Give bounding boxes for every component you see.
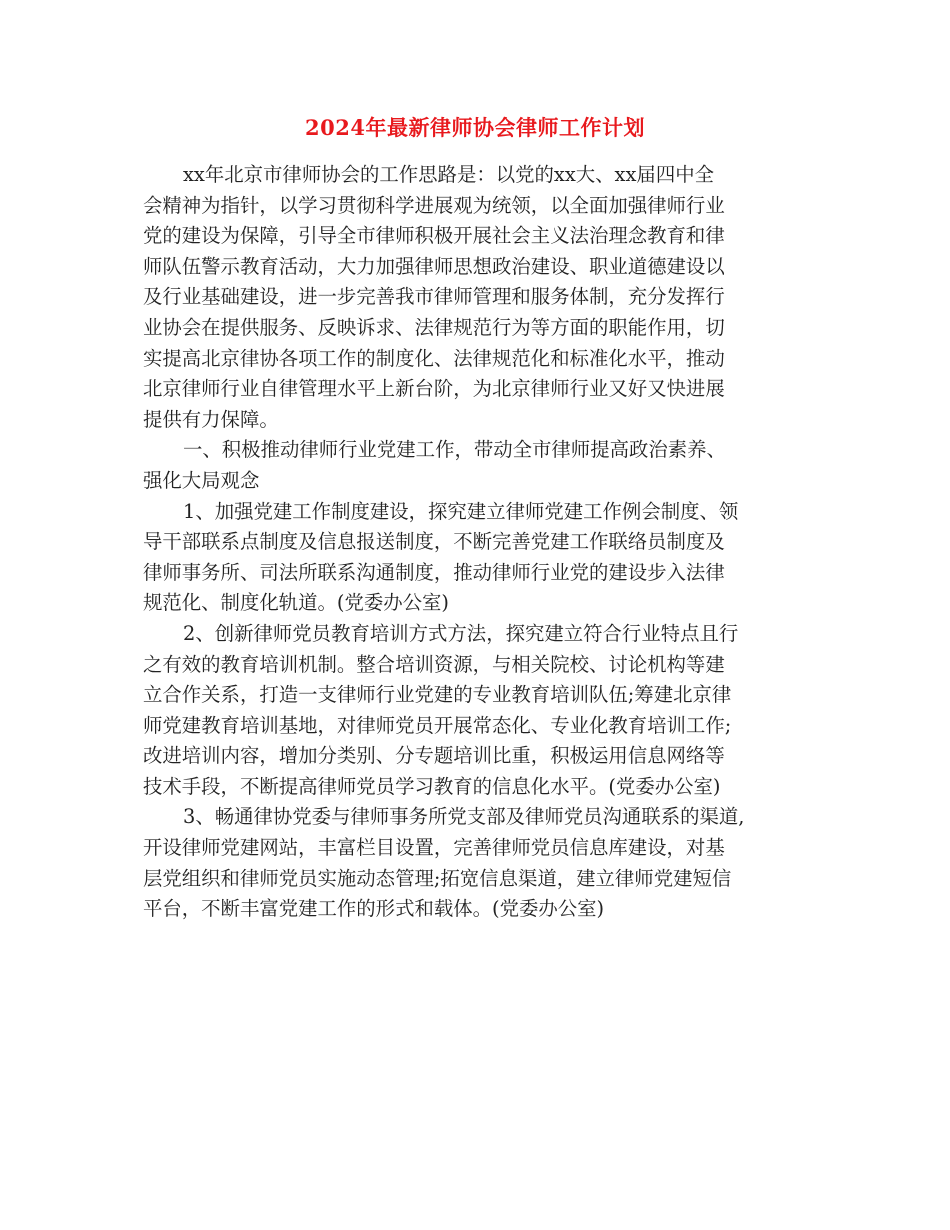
paragraph-line: 技术手段，不断提高律师党员学习教育的信息化水平。(党委办公室)	[143, 774, 721, 798]
paragraph-line: 会精神为指针，以学习贯彻科学进展观为统领，以全面加强律师行业	[143, 193, 725, 217]
paragraph-line: xx年北京市律师协会的工作思路是：以党的xx大、xx届四中全	[183, 163, 714, 186]
paragraph	[143, 160, 823, 435]
paragraph-line: 党的建设为保障，引导全市律师积极开展社会主义法治理念教育和律	[143, 224, 725, 248]
paragraph-line: 业协会在提供服务、反映诉求、法律规范行为等方面的职能作用，切	[143, 315, 725, 339]
paragraph-line: 师党建教育培训基地，对律师党员开展常态化、专业化教育培训工作;	[143, 713, 732, 737]
paragraph-line: 2、创新律师党员教育培训方式方法，探究建立符合行业特点且行	[183, 621, 739, 645]
paragraph-line: 立合作关系，打造一支律师行业党建的专业教育培训队伍;筹建北京律	[143, 683, 732, 707]
paragraph-line: 及行业基础建设，进一步完善我市律师管理和服务体制，充分发挥行	[143, 285, 725, 309]
document-title: 2024年最新律师协会律师工作计划	[305, 115, 645, 140]
paragraph-line: 改进培训内容，增加分类别、分专题培训比重，积极运用信息网络等	[143, 744, 725, 768]
paragraph-line: 之有效的教育培训机制。整合培训资源，与相关院校、讨论机构等建	[143, 652, 725, 676]
paragraph-line: 北京律师行业自律管理水平上新台阶，为北京律师行业又好又快进展	[143, 377, 725, 401]
paragraph	[143, 619, 823, 803]
paragraph-line: 层党组织和律师党员实施动态管理;拓宽信息渠道，建立律师党建短信	[143, 866, 732, 890]
paragraph-line: 平台，不断丰富党建工作的形式和载体。(党委办公室)	[143, 897, 605, 921]
paragraph-line: 3、畅通律协党委与律师事务所党支部及律师党员沟通联系的渠道,	[183, 805, 745, 829]
paragraph-line: 1、加强党建工作制度建设，探究建立律师党建工作例会制度、领	[183, 499, 739, 523]
paragraph-line: 实提高北京律协各项工作的制度化、法律规范化和标准化水平，推动	[143, 346, 725, 370]
paragraph	[143, 497, 823, 619]
paragraph-line: 律师事务所、司法所联系沟通制度，推动律师行业党的建设步入法律	[143, 560, 725, 584]
paragraph-line: 提供有力保障。	[143, 407, 279, 431]
paragraph-line: 师队伍警示教育活动，大力加强律师思想政治建设、职业道德建设以	[143, 254, 725, 278]
document-body	[143, 160, 823, 925]
paragraph-line: 导干部联系点制度及信息报送制度，不断完善党建工作联络员制度及	[143, 530, 725, 554]
paragraph-line: 开设律师党建网站，丰富栏目设置，完善律师党员信息库建设，对基	[143, 836, 725, 860]
paragraph	[143, 802, 823, 924]
paragraph-line: 规范化、制度化轨道。(党委办公室)	[143, 591, 449, 615]
paragraph-line: 一、积极推动律师行业党建工作，带动全市律师提高政治素养、	[183, 438, 726, 462]
paragraph-line: 强化大局观念	[143, 468, 260, 492]
paragraph	[143, 435, 823, 496]
